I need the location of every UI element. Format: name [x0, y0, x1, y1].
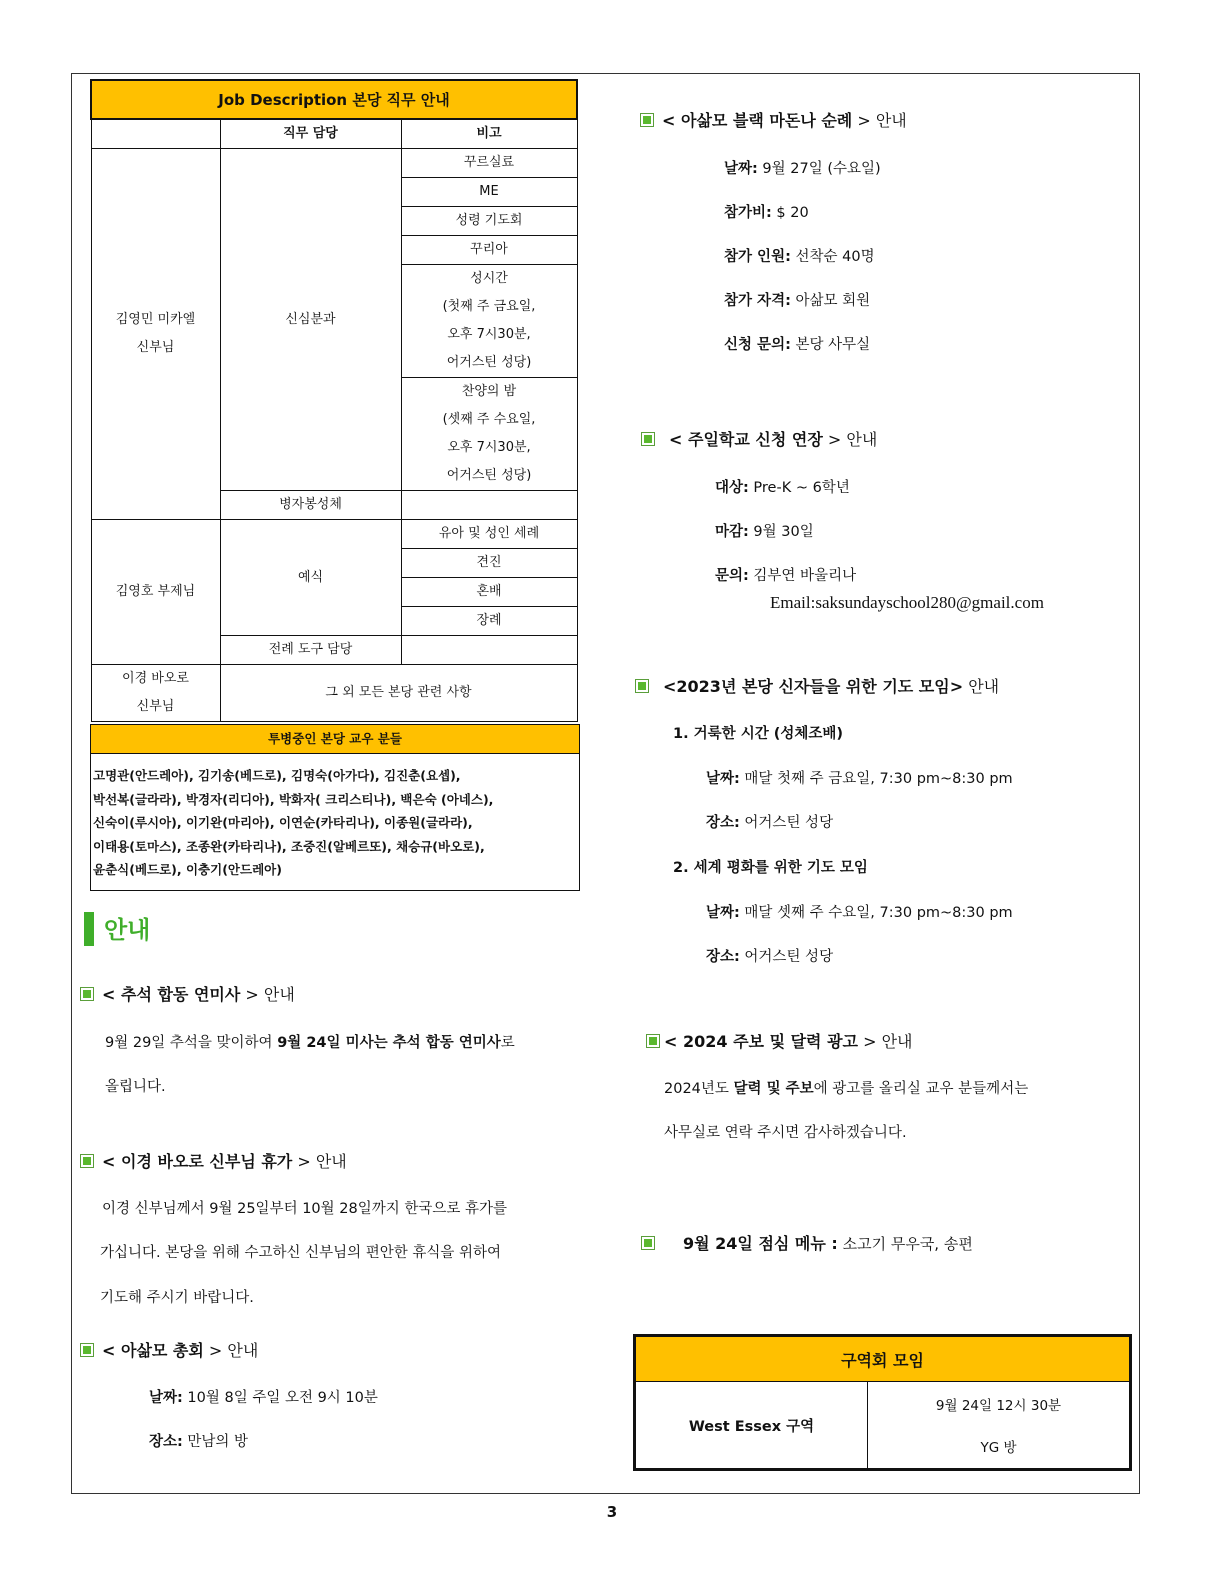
prayer-item-1-date: 날짜: 매달 첫째 주 금요일, 7:30 pm~8:30 pm [706, 771, 1013, 787]
dept1-item: 꾸리아 [401, 236, 577, 265]
pilgrimage-capacity: 참가 인원: 선착순 40명 [724, 249, 875, 265]
ads-title: 2024 주보 및 달력 광고 [682, 1032, 858, 1051]
prayer-item-2-place: 장소: 어거스틴 성당 [706, 949, 834, 965]
prayer-title: <2023년 본당 신자들을 위한 기도 모임> [663, 677, 964, 696]
lunch-menu-line [641, 1231, 973, 1254]
sick-list-line: 신숙이(루시아), 이기완(마리아), 이연순(카타리나), 이종원(글라라), [93, 815, 473, 830]
region-time: 9월 24일 12시 30분 [935, 1398, 1062, 1414]
dept1-item: 성령 기도회 [401, 207, 577, 236]
deacon-cell: 김영호 부제님 [91, 520, 220, 665]
praise-night-line: (셋째 주 수요일, [442, 412, 536, 427]
chuseok-section-title: < 추석 합동 연미사 > 안내 [80, 982, 295, 1005]
priest1-cell [91, 149, 220, 520]
green-square-bullet-icon [80, 1343, 94, 1357]
general-meeting-section-title: < 아삶모 총회 > 안내 [80, 1338, 258, 1361]
green-square-bullet-icon [646, 1034, 660, 1048]
sunday-school-target: 대상: Pre-K ~ 6학년 [715, 480, 850, 496]
region-meeting-title: 구역회 모임 [636, 1337, 1130, 1382]
dept1-item: 꾸르실료 [401, 149, 577, 178]
vacation-line: 이경 신부님께서 9월 25일부터 10월 28일까지 한국으로 휴가를 [102, 1201, 507, 1217]
green-square-bullet-icon [635, 679, 649, 693]
holy-hour-line: 오후 7시30분, [447, 327, 531, 342]
sunday-school-section-title: < 주일학교 신청 연장 > 안내 [641, 427, 877, 450]
sick-list-line: 윤춘식(베드로), 이충기(안드레아) [93, 862, 282, 877]
dept1-cell: 신심분과 [220, 149, 401, 491]
priest1-name: 김영민 미카엘 [115, 312, 196, 327]
praise-night-line: 찬양의 밤 [461, 384, 517, 399]
general-meeting-place: 장소: 만남의 방 [149, 1434, 249, 1450]
green-square-bullet-icon [80, 1154, 94, 1168]
job-table-header-note: 비고 [401, 119, 577, 149]
prayer-item-2-title: 2. 세계 평화를 위한 기도 모임 [673, 860, 868, 876]
prayer-item-1-place: 장소: 어거스틴 성당 [706, 815, 834, 831]
dept2-item: 견진 [401, 549, 577, 578]
prayer-section-title: <2023년 본당 신자들을 위한 기도 모임> 안내 [635, 674, 999, 697]
sick-communion-note [401, 491, 577, 520]
sunday-school-title: 주일학교 신청 연장 [687, 430, 823, 449]
dept2-item: 장례 [401, 607, 577, 636]
green-square-bullet-icon [641, 1236, 655, 1250]
lunch-menu-value: 소고기 무우국, 송편 [837, 1235, 973, 1253]
prayer-item-1-title: 1. 거룩한 시간 (성체조배) [673, 726, 844, 742]
priest2-name: 이경 바오로 [122, 671, 189, 686]
praise-night-line: 어거스틴 성당) [446, 468, 532, 483]
green-square-bullet-icon [80, 987, 94, 1001]
pilgrimage-title: 아삶모 블랙 마돈나 순례 [680, 111, 853, 130]
holy-hour-line: (첫째 주 금요일, [442, 299, 536, 314]
praise-night-line: 오후 7시30분, [447, 440, 531, 455]
region-room: YG 방 [980, 1440, 1017, 1456]
ads-line-1: 2024년도 달력 및 주보에 광고를 올리실 교우 분들께서는 [664, 1081, 1029, 1097]
ads-section-title: < 2024 주보 및 달력 광고 > 안내 [646, 1029, 913, 1052]
sick-list-line: 고명관(안드레아), 김기송(베드로), 김명숙(아가다), 김진춘(요셉), [93, 768, 461, 783]
pilgrimage-eligibility: 참가 자격: 아삶모 회원 [724, 293, 871, 309]
vacation-line: 기도해 주시기 바랍니다. [100, 1290, 254, 1306]
green-square-bullet-icon [641, 432, 655, 446]
job-description-table [90, 79, 578, 722]
holy-hour-line: 어거스틴 성당) [446, 355, 532, 370]
holy-hour-cell [401, 265, 577, 378]
priest2-title: 신부님 [136, 699, 175, 714]
region-area: West Essex 구역 [636, 1382, 868, 1469]
pilgrimage-date: 날짜: 9월 27일 (수요일) [724, 161, 881, 177]
liturgy-tools-cell: 전례 도구 담당 [220, 636, 401, 665]
sick-list-title: 투병중인 본당 교우 분들 [91, 725, 579, 754]
dept1-item: ME [401, 178, 577, 207]
chuseok-title: 추석 합동 연미사 [120, 985, 241, 1004]
general-meeting-title: 아삶모 총회 [120, 1341, 204, 1360]
sick-list-line: 이태용(토마스), 조종완(카타리나), 조중진(알베르또), 채승규(바오로), [93, 838, 485, 854]
sick-communion-cell: 병자봉성체 [220, 491, 401, 520]
holy-hour-line: 성시간 [470, 271, 508, 286]
chuseok-line-2: 올립니다. [105, 1079, 166, 1095]
dept2-item: 혼배 [401, 578, 577, 607]
sunday-school-email[interactable]: Email:saksundayschool280@gmail.com [770, 593, 1044, 612]
chuseok-line-1: 9월 29일 추석을 맞이하여 9월 24일 미사는 추석 합동 연미사로 [105, 1035, 515, 1051]
ads-line-2: 사무실로 연락 주시면 감사하겠습니다. [664, 1125, 907, 1141]
dept2-item: 유아 및 성인 세례 [401, 520, 577, 549]
announce-heading: 안내 [104, 916, 151, 944]
prayer-item-2-date: 날짜: 매달 셋째 주 수요일, 7:30 pm~8:30 pm [706, 905, 1013, 921]
sick-parishioners-box [90, 724, 580, 891]
dept2-cell: 예식 [220, 520, 401, 636]
sunday-school-deadline: 마감: 9월 30일 [715, 524, 814, 540]
sick-list-line: 박선복(글라라), 박경자(리디아), 박화자( 크리스티나), 백은숙 (아네스), [93, 791, 494, 807]
region-details [868, 1382, 1130, 1469]
lunch-menu-label: 9월 24일 점심 메뉴 : [683, 1234, 838, 1253]
sunday-school-contact: 문의: 김부연 바울리나 [715, 568, 857, 584]
pilgrimage-section-title: < 아삶모 블랙 마돈나 순례 > 안내 [640, 108, 907, 131]
vacation-line: 가십니다. 본당을 위해 수고하신 신부님의 편안한 휴식을 위하여 [100, 1245, 502, 1261]
pilgrimage-fee: 참가비: $ 20 [724, 205, 809, 221]
pilgrimage-contact: 신청 문의: 본당 사무실 [724, 337, 871, 353]
liturgy-tools-note [401, 636, 577, 665]
priest2-duty: 그 외 모든 본당 관련 사항 [220, 665, 577, 722]
page-number: 3 [606, 1503, 618, 1521]
green-square-bullet-icon [640, 113, 654, 127]
vacation-section-title: < 이경 바오로 신부님 휴가 > 안내 [80, 1149, 347, 1172]
priest2-cell [91, 665, 220, 722]
job-table-title: Job Description 본당 직무 안내 [91, 80, 577, 119]
job-table-header-blank [91, 119, 220, 149]
priest1-title: 신부님 [136, 340, 175, 355]
announce-heading-bar [84, 912, 94, 946]
vacation-title: 이경 바오로 신부님 휴가 [120, 1152, 293, 1171]
sick-list-body [91, 754, 579, 890]
region-meeting-box [633, 1334, 1132, 1471]
job-table-header-duty: 직무 담당 [220, 119, 401, 149]
general-meeting-date: 날짜: 10월 8일 주일 오전 9시 10분 [149, 1390, 378, 1406]
praise-night-cell [401, 378, 577, 491]
